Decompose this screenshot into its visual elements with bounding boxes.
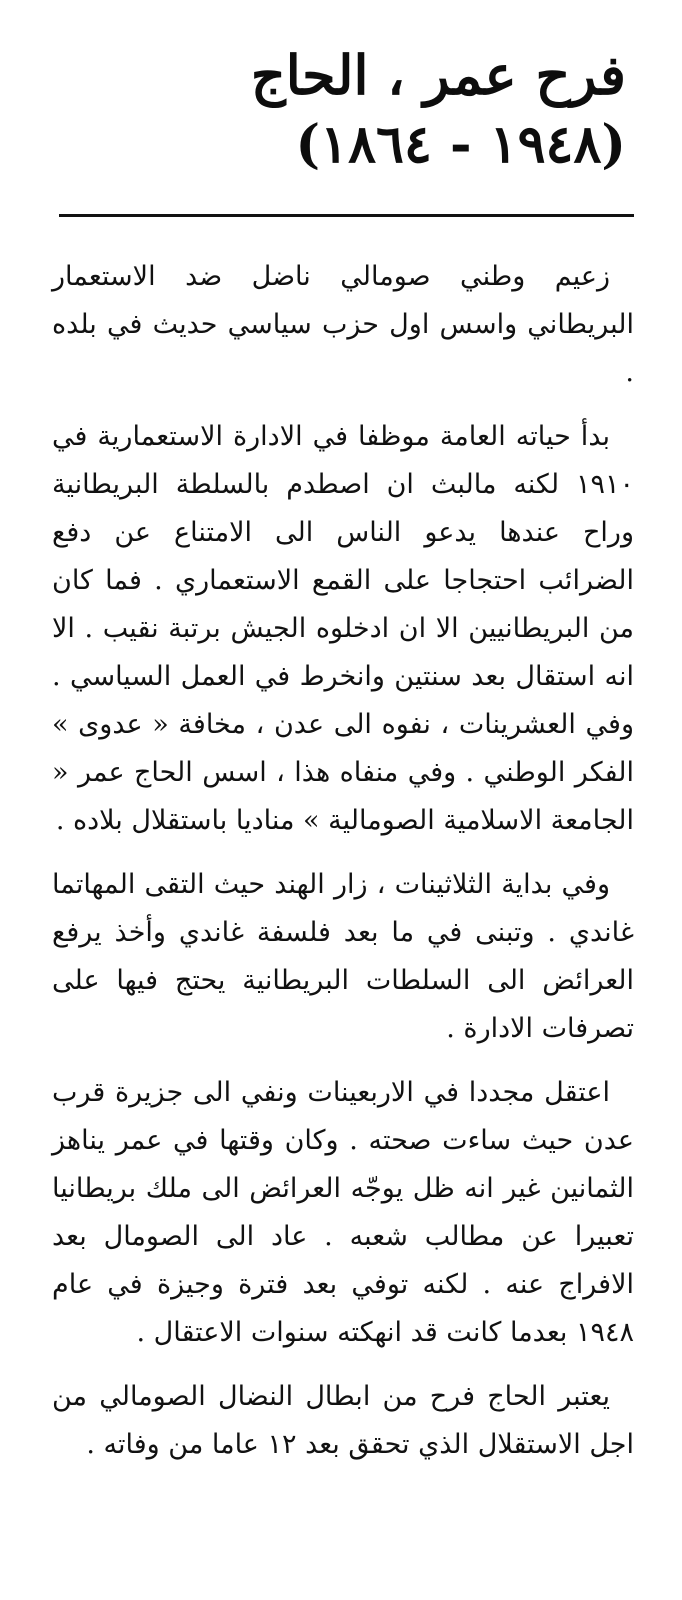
entry-body [52,253,634,1469]
paragraph-india-visit: وفي بداية الثلاثينات ، زار الهند حيث التقى المهاتما غاندي . وتبنى في ما بعد فلسفة غاندي وأخذ يرفع العرائض الى السلطات البريطانية يحتج فيها على تصرفات الادارة . [52,869,634,1044]
heading-divider [59,214,634,217]
paragraph-arrest: اعتقل مجددا في الاربعينات ونفي الى جزيرة قرب عدن حيث ساءت صحته . وكان وقتها في عمر يناهز الثمانين غير انه ظل يوجّه العرائض الى ملك بريطانيا تعبيرا عن مطالب شعبه . عاد الى الصومال بعد الافراج عنه . لكنه توفي بعد فترة وجيزة في عام ١٩٤٨ بعدما كانت قد انهكته سنوات الاعتقال . [52,1077,634,1348]
entry-title: فرح عمر ، الحاج [250,43,626,107]
paragraph-early-career: بدأ حياته العامة موظفا في الادارة الاستعمارية في ١٩١٠ لكنه مالبث ان اصطدم بالسلطة البريطانية وراح عندها يدعو الناس الى الامتناع عن دفع الضرائب احتجاجا على القمع الاستعماري . فما كان من البريطانيين الا ان ادخلوه الجيش برتبة نقيب . الا انه استقال بعد سنتين وانخرط في العمل السياسي . وفي العشرينات ، نفوه الى عدن ، مخافة « عدوى » الفكر الوطني . وفي منفاه هذا ، اسس الحاج عمر « الجامعة الاسلامية الصومالية » مناديا باستقلال بلاده . [52,421,634,836]
entry-dates: (١٩٤٨ - ١٨٦٤) [295,114,626,175]
paragraph-legacy: يعتبر الحاج فرح من ابطال النضال الصومالي من اجل الاستقلال الذي تحقق بعد ١٢ عاما من وفاته . [52,1381,634,1460]
entry-heading [52,40,634,180]
paragraph-intro: زعيم وطني صومالي ناضل ضد الاستعمار البريطاني واسس اول حزب سياسي حديث في بلده . [52,261,634,388]
